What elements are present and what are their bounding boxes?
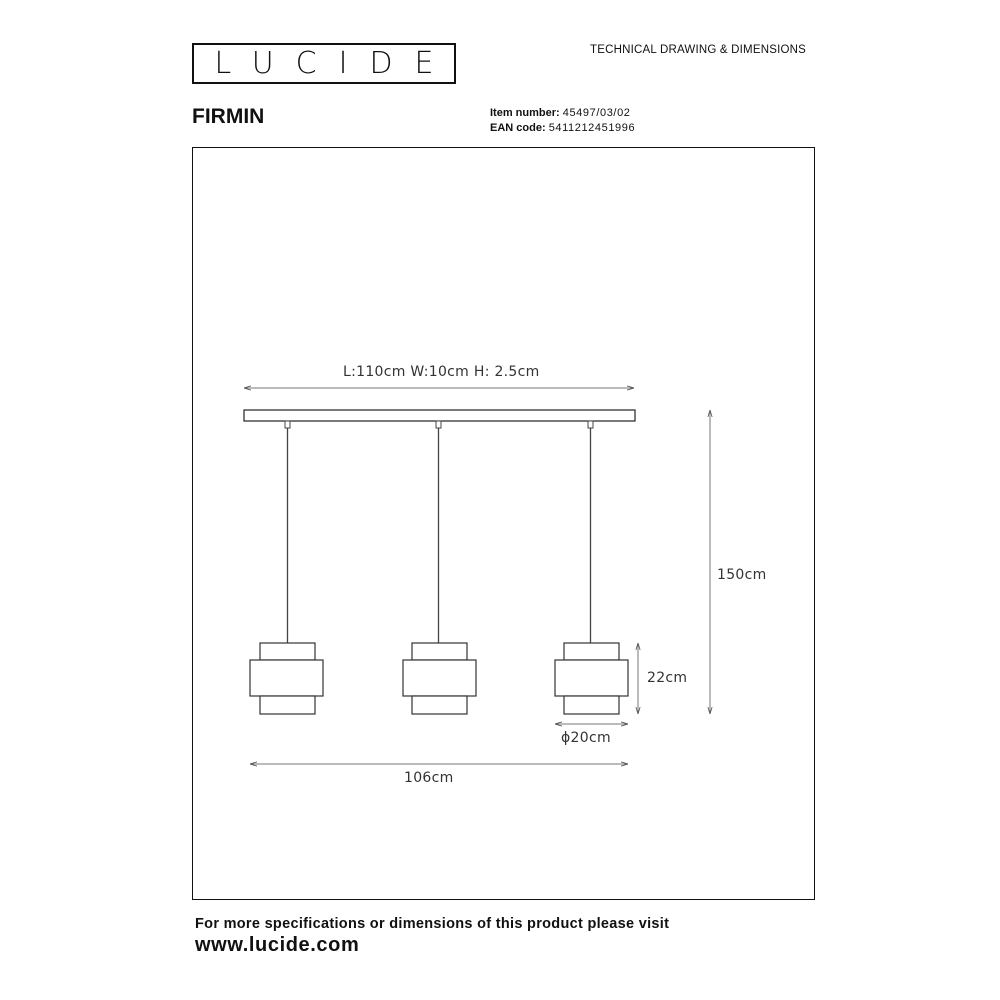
footer-note: For more specifications or dimensions of this product please visit [195, 916, 670, 932]
item-number-value: 45497/03/02 [562, 107, 631, 119]
shade-height-dimension-text: 22cm [647, 670, 688, 686]
height-dimension-text: 150cm [717, 567, 767, 583]
canopy-dimension-text: L:110cm W:10cm H: 2.5cm [343, 364, 540, 380]
shade-middle [555, 660, 628, 696]
shade-bottom [564, 696, 619, 714]
brand-logo-text: LUCIDE [214, 45, 456, 81]
pendant-1 [250, 421, 323, 714]
cord-grip [436, 421, 441, 428]
item-number-label: Item number: [490, 107, 560, 119]
shade-top [412, 643, 467, 660]
website-link[interactable]: www.lucide.com [195, 934, 360, 956]
pendant-2 [403, 421, 476, 714]
shade-middle [250, 660, 323, 696]
page-title: TECHNICAL DRAWING & DIMENSIONS [590, 44, 806, 56]
shade-bottom [260, 696, 315, 714]
shade-middle [403, 660, 476, 696]
shade-bottom [412, 696, 467, 714]
pendant-3 [555, 421, 628, 714]
canopy-bar [244, 410, 635, 421]
cord-grip [285, 421, 290, 428]
diameter-dimension-text: ϕ20cm [561, 730, 611, 746]
cord-grip [588, 421, 593, 428]
ean-label: EAN code: [490, 122, 546, 134]
product-name: FIRMIN [192, 105, 265, 128]
shade-top [260, 643, 315, 660]
span-dimension-text: 106cm [404, 770, 454, 786]
shade-top [564, 643, 619, 660]
ean-value: 5411212451996 [548, 122, 636, 134]
